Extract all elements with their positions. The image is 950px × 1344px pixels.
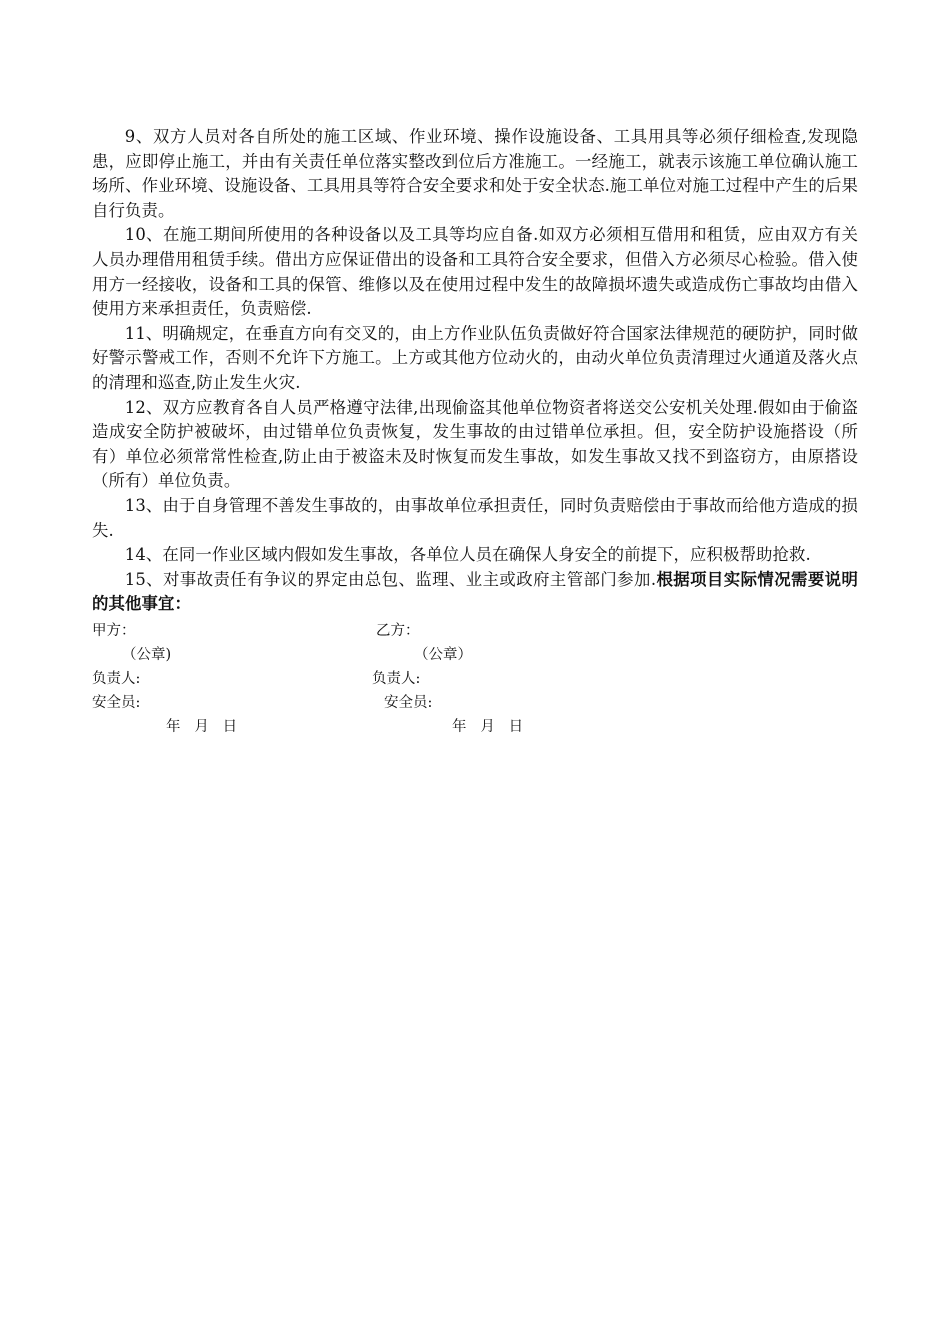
party-a-safety-officer: 安全员: [92,694,141,711]
party-b-date: 年 月 日 [452,718,524,735]
clause-15-bold-note: 根据项目实际情况需要说明的其他事宜： [92,569,858,614]
party-b-seal: （公章） [414,646,472,663]
document-body [92,125,858,739]
party-a-seal: （公章) [122,646,172,663]
clause-15-text: 15、对事故责任有争议的界定由总包、监理、业主或政府主管部门参加. [124,569,657,589]
clause-14: 14、在同一作业区域内假如发生事故，各单位人员在确保人身安全的前提下，应积极帮助抢救. [124,545,811,565]
clause-12: 12、双方应教育各自人员严格遵守法律,出现偷盗其他单位物资者将送交公安机关处理.假如由于偷盗造成安全防护被破坏，由过错单位负责恢复，发生事故的由过错单位承担。但，安全防护设施搭设（所有）单位必须常常性检查,防止由于被盗未及时恢复而发生事故，如发生事故又找不到盗窃方，由原搭设（所有）单位负责。 [92,397,858,491]
party-b-leader: 负责人: [372,670,421,687]
signature-block [92,619,858,739]
clause-15 [92,568,858,617]
clause-10: 10、在施工期间所使用的各种设备以及工具等均应自备.如双方必须相互借用和租赁，应由双方有关人员办理借用租赁手续。借出方应保证借出的设备和工具符合安全要求，但借入方必须尽心检验。借入使用方一经接收，设备和工具的保管、维修以及在使用过程中发生的故障损坏遗失或造成伤亡事故均由借入使用方来承担责任，负责赔偿. [92,225,858,319]
party-a-leader: 负责人: [92,670,141,687]
party-a-date: 年 月 日 [166,718,238,735]
clause-9: 9、双方人员对各自所处的施工区域、作业环境、操作设施设备、工具用具等必须仔细检查,发现隐患，应即停止施工，并由有关责任单位落实整改到位后方准施工。一经施工，就表示该施工单位确认施工场所、作业环境、设施设备、工具用具等符合安全要求和处于安全状态.施工单位对施工过程中产生的后果自行负责。 [92,127,858,220]
party-a-label: 甲方： [92,622,136,639]
clause-13: 13、由于自身管理不善发生事故的，由事故单位承担责任，同时负责赔偿由于事故而给他方造成的损失. [92,495,858,540]
party-b-label: 乙方： [376,622,420,639]
clause-11: 11、明确规定，在垂直方向有交叉的，由上方作业队伍负责做好符合国家法律规范的硬防护，同时做好警示警戒工作，否则不允许下方施工。上方或其他方位动火的，由动火单位负责清理过火通道及落火点的清理和巡查,防止发生火灾. [92,323,858,392]
party-b-safety-officer: 安全员: [384,694,433,711]
